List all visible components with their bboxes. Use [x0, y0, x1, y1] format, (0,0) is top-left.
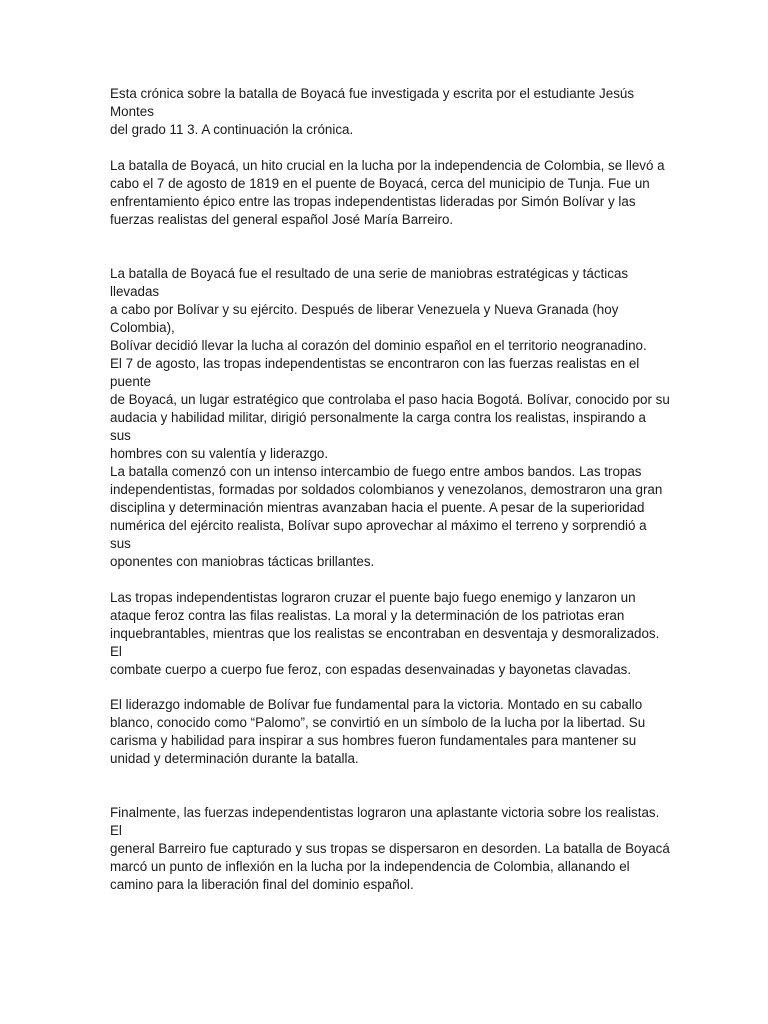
body-paragraph: El liderazgo indomable de Bolívar fue fundamental para la victoria. Montado en su caballo blanco, conocido como “Palomo”, se convirtió en un símbolo de la lucha por la libertad. Su carisma y habilidad para inspirar a sus hombres fueron fundamentales para mantener su unidad y determinación durante la batalla.: [110, 697, 646, 766]
body-paragraph: Finalmente, las fuerzas independentistas lograron una aplastante victoria sobre los realistas. El general Barreiro fue capturado y sus tropas se dispersaron en desorden. La batalla de Boyacá marcó un punto de inflexión en la lucha por la independencia de Colombia, allanando el camino para la liberación final del dominio español.: [110, 805, 670, 892]
body-paragraph: La batalla de Boyacá, un hito crucial en la lucha por la independencia de Colombia, se llevó a cabo el 7 de agosto de 1819 en el puente de Boyacá, cerca del municipio de Tunja. Fue un enfrentamiento épico entre las tropas independentistas lideradas por Simón Bolívar y las fuerzas realistas del general español José María Barreiro.: [110, 158, 665, 227]
body-paragraph: El 7 de agosto, las tropas independentistas se encontraron con las fuerzas realistas en el puente de Boyacá, un lugar estratégico que controlaba el paso hacia Bogotá. Bolívar, conocido por su audacia y habilidad militar, dirigió personalmente la carga contra los realistas, inspirando a sus hombres con su valentía y liderazgo.: [110, 356, 670, 461]
body-paragraph: La batalla de Boyacá fue el resultado de una serie de maniobras estratégicas y tácticas llevadas a cabo por Bolívar y su ejército. Después de liberar Venezuela y Nueva Granada (hoy Colombia), Bolívar decidió llevar la lucha al corazón del dominio español en el territorio neogranadino.: [110, 266, 647, 353]
body-paragraph: Las tropas independentistas lograron cruzar el puente bajo fuego enemigo y lanzaron un ataque feroz contra las filas realistas. La moral y la determinación de los patriotas eran inquebrantables, mientras que los realistas se encontraban en desventaja y desmoralizados. El combate cuerpo a cuerpo fue feroz, con espadas desenvainadas y bayonetas clavadas.: [110, 590, 660, 677]
intro-paragraph: Esta crónica sobre la batalla de Boyacá fue investigada y escrita por el estudiante Jesús Montes del grado 11 3. A continuación la crónica.: [110, 86, 635, 137]
body-paragraph: La batalla comenzó con un intenso intercambio de fuego entre ambos bandos. Las tropas independentistas, formadas por soldados colombianos y venezolanos, demostraron una gran disciplina y determinación mientras avanzaban hacia el puente. A pesar de la superioridad numérica del ejército realista, Bolívar supo aprovechar al máximo el terreno y sorprendió a sus oponentes con maniobras tácticas brillantes.: [110, 464, 663, 569]
